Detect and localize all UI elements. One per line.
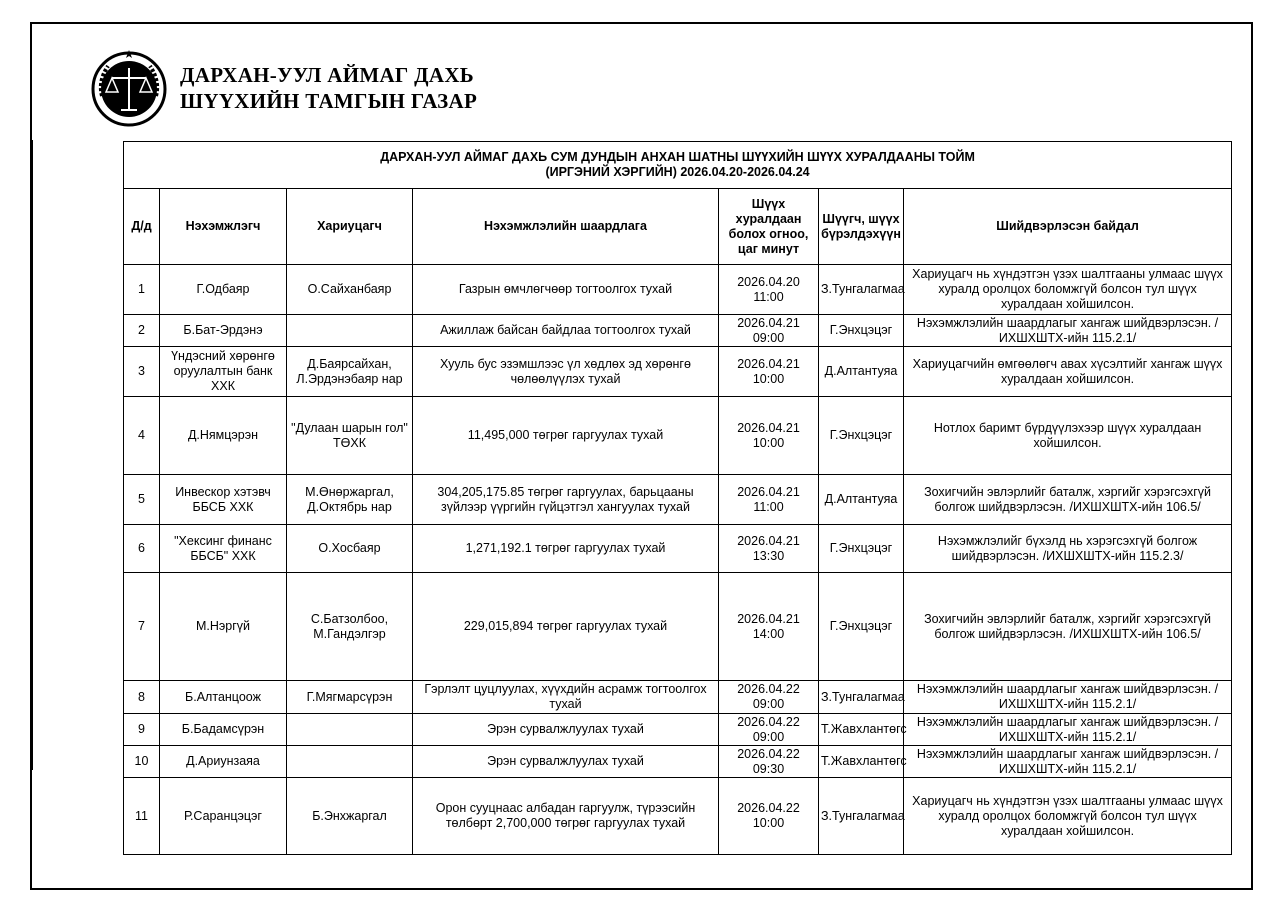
row-defendant: О.Сайханбаяр — [287, 265, 413, 315]
row-datetime — [719, 475, 819, 525]
row-decision: Зохигчийн эвлэрлийг баталж, хэргийг хэрэгсэхгүй болгож шийдвэрлэсэн. /ИХШХШТХ-ийн 106.5/ — [904, 573, 1232, 681]
col-header-defendant: Хариуцагч — [287, 189, 413, 265]
row-claim: Газрын өмчлөгчөөр тогтоолгох тухай — [413, 265, 719, 315]
row-date: 2026.04.21 — [737, 484, 800, 499]
row-time: 10:00 — [752, 435, 785, 450]
row-decision: Нэхэмжлэлийн шаардлагыг хангаж шийдвэрлэсэн. /ИХШХШТХ-ийн 115.2.1/ — [904, 681, 1232, 714]
row-time: 09:00 — [752, 697, 785, 711]
row-defendant: Г.Мягмарсүрэн — [287, 681, 413, 714]
row-plaintiff: М.Нэргүй — [160, 573, 287, 681]
table-title — [124, 142, 1232, 189]
row-claim: Эрэн сурвалжлуулах тухай — [413, 714, 719, 746]
row-time: 11:00 — [753, 499, 784, 514]
row-plaintiff: "Хексинг финанс ББСБ" ХХК — [160, 525, 287, 573]
row-date: 2026.04.21 — [737, 356, 800, 371]
table-row — [124, 265, 1232, 315]
table-row — [124, 778, 1232, 855]
row-defendant: О.Хосбаяр — [287, 525, 413, 573]
col-header-judge: Шүүгч, шүүх бүрэлдэхүүн — [819, 189, 904, 265]
row-judge: Г.Энхцэцэг — [819, 397, 904, 475]
row-datetime — [719, 746, 819, 778]
row-defendant — [287, 315, 413, 347]
row-claim: 304,205,175.85 төгрөг гаргуулах, барьцааны зүйлээр үүргийн гүйцэтгэл хангуулах тухай — [413, 475, 719, 525]
row-datetime — [719, 778, 819, 855]
col-header-decision: Шийдвэрлэсэн байдал — [904, 189, 1232, 265]
row-judge: З.Тунгалагмаа — [819, 681, 904, 714]
row-no: 8 — [124, 681, 160, 714]
row-no: 10 — [124, 746, 160, 778]
vertical-script-sidebar — [24, 140, 54, 770]
col-header-no: Д/д — [124, 189, 160, 265]
row-judge: Г.Энхцэцэг — [819, 573, 904, 681]
row-datetime — [719, 315, 819, 347]
row-judge: Т.Жавхлантөгс — [819, 746, 904, 778]
row-time: 09:30 — [752, 761, 785, 776]
row-date: 2026.04.22 — [737, 714, 800, 729]
row-judge: Д.Алтантуяа — [819, 475, 904, 525]
row-defendant: Б.Энхжаргал — [287, 778, 413, 855]
row-plaintiff: Үндэсний хөрөнгө оруулалтын банк ХХК — [160, 347, 287, 397]
row-time: 14:00 — [752, 626, 785, 641]
row-datetime — [719, 714, 819, 746]
row-claim: Гэрлэлт цуцлуулах, хүүхдийн асрамж тогтоолгох тухай — [413, 681, 719, 714]
row-decision: Нэхэмжлэлийн шаардлагыг хангаж шийдвэрлэсэн. /ИХШХШТХ-ийн 115.2.1/ — [904, 746, 1232, 778]
table-row — [124, 315, 1232, 347]
col-header-claim: Нэхэмжлэлийн шаардлага — [413, 189, 719, 265]
row-defendant — [287, 746, 413, 778]
organization-header — [180, 62, 477, 114]
row-claim: 1,271,192.1 төгрөг гаргуулах тухай — [413, 525, 719, 573]
row-decision: Зохигчийн эвлэрлийг баталж, хэргийг хэрэгсэхгүй болгож шийдвэрлэсэн. /ИХШХШТХ-ийн 106.5/ — [904, 475, 1232, 525]
row-datetime — [719, 681, 819, 714]
row-time: 09:00 — [752, 729, 785, 744]
row-plaintiff: Д.Ариунзаяа — [160, 746, 287, 778]
row-plaintiff: Б.Алтанцоож — [160, 681, 287, 714]
court-emblem-icon — [88, 46, 170, 128]
row-datetime — [719, 265, 819, 315]
row-decision: Нэхэмжлэлийг бүхэлд нь хэрэгсэхгүй болгож шийдвэрлэсэн. /ИХШХШТХ-ийн 115.2.3/ — [904, 525, 1232, 573]
row-datetime — [719, 525, 819, 573]
row-no: 5 — [124, 475, 160, 525]
row-defendant: С.Батзолбоо, М.Гандэлгэр — [287, 573, 413, 681]
col-header-plaintiff: Нэхэмжлэгч — [160, 189, 287, 265]
table-title-line-1: ДАРХАН-УУЛ АЙМАГ ДАХЬ СУМ ДУНДЫН АНХАН ШАТНЫ ШҮҮХИЙН ШҮҮХ ХУРАЛДААНЫ ТОЙМ — [380, 150, 975, 164]
row-no: 11 — [124, 778, 160, 855]
row-plaintiff: Д.Нямцэрэн — [160, 397, 287, 475]
row-defendant: "Дулаан шарын гол" ТӨХК — [287, 397, 413, 475]
row-decision: Хариуцагчийн өмгөөлөгч авах хүсэлтийг хангаж шүүх хуралдаан хойшилсон. — [904, 347, 1232, 397]
header-line-2: ШҮҮХИЙН ТАМГЫН ГАЗАР — [180, 89, 478, 113]
table-header-row — [124, 189, 1232, 265]
row-claim: Орон сууцнаас албадан гаргуулж, түрээсийн төлбөрт 2,700,000 төгрөг гаргуулах тухай — [413, 778, 719, 855]
row-decision: Хариуцагч нь хүндэтгэн үзэх шалтгааны улмаас шүүх хуралд оролцох боломжгүй болсон тул шүүх хуралдаан хойшилсон. — [904, 778, 1232, 855]
row-decision: Хариуцагч нь хүндэтгэн үзэх шалтгааны улмаас шүүх хуралд оролцох боломжгүй болсон тул шүүх хуралдаан хойшилсон. — [904, 265, 1232, 315]
row-claim: Ажиллаж байсан байдлаа тогтоолгох тухай — [413, 315, 719, 347]
row-claim: Эрэн сурвалжлуулах тухай — [413, 746, 719, 778]
row-datetime — [719, 397, 819, 475]
col-header-datetime: Шүүх хуралдаан болох огноо, цаг минут — [719, 189, 819, 265]
table-row — [124, 397, 1232, 475]
row-judge: Г.Энхцэцэг — [819, 525, 904, 573]
schedule-table — [123, 141, 1232, 855]
table-row — [124, 573, 1232, 681]
table-row — [124, 714, 1232, 746]
row-judge: З.Тунгалагмаа — [819, 265, 904, 315]
table-row — [124, 681, 1232, 714]
row-judge: З.Тунгалагмаа — [819, 778, 904, 855]
row-decision: Нэхэмжлэлийн шаардлагыг хангаж шийдвэрлэсэн. /ИХШХШТХ-ийн 115.2.1/ — [904, 714, 1232, 746]
row-claim: 11,495,000 төгрөг гаргуулах тухай — [413, 397, 719, 475]
row-plaintiff: Инвескор хэтэвч ББСБ ХХК — [160, 475, 287, 525]
row-time: 13:30 — [752, 548, 785, 563]
row-date: 2026.04.21 — [737, 315, 800, 330]
row-no: 4 — [124, 397, 160, 475]
row-plaintiff: Б.Бат-Эрдэнэ — [160, 315, 287, 347]
row-claim: 229,015,894 төгрөг гаргуулах тухай — [413, 573, 719, 681]
row-time: 09:00 — [752, 330, 785, 345]
row-defendant — [287, 714, 413, 746]
row-judge: Д.Алтантуяа — [819, 347, 904, 397]
row-time: 10:00 — [752, 816, 785, 830]
table-row — [124, 475, 1232, 525]
row-date: 2026.04.20 — [737, 274, 800, 289]
table-row — [124, 347, 1232, 397]
row-defendant: М.Өнөржаргал, Д.Октябрь нар — [287, 475, 413, 525]
row-no: 1 — [124, 265, 160, 315]
row-plaintiff: Г.Одбаяр — [160, 265, 287, 315]
table-title-line-2: (ИРГЭНИЙ ХЭРГИЙН) 2026.04.20-2026.04.24 — [545, 165, 810, 179]
row-plaintiff: Р.Саранцэцэг — [160, 778, 287, 855]
row-decision: Нэхэмжлэлийн шаардлагыг хангаж шийдвэрлэсэн. /ИХШХШТХ-ийн 115.2.1/ — [904, 315, 1232, 347]
row-date: 2026.04.21 — [737, 611, 800, 626]
row-no: 7 — [124, 573, 160, 681]
table-row — [124, 746, 1232, 778]
row-time: 11:00 — [753, 289, 784, 304]
row-plaintiff: Б.Бадамсүрэн — [160, 714, 287, 746]
row-no: 6 — [124, 525, 160, 573]
row-decision: Нотлох баримт бүрдүүлэхээр шүүх хуралдаан хойшилсон. — [904, 397, 1232, 475]
row-date: 2026.04.22 — [737, 746, 800, 761]
table-row — [124, 525, 1232, 573]
row-no: 3 — [124, 347, 160, 397]
row-claim: Хууль бус эзэмшлээс үл хөдлөх эд хөрөнгө чөлөөлүүлэх тухай — [413, 347, 719, 397]
row-no: 9 — [124, 714, 160, 746]
row-no: 2 — [124, 315, 160, 347]
row-time: 10:00 — [752, 371, 785, 386]
row-date: 2026.04.21 — [737, 533, 800, 548]
row-date: 2026.04.22 — [737, 801, 800, 815]
row-date: 2026.04.22 — [737, 682, 800, 696]
row-datetime — [719, 573, 819, 681]
row-date: 2026.04.21 — [737, 420, 800, 435]
row-datetime — [719, 347, 819, 397]
row-defendant: Д.Баярсайхан, Л.Эрдэнэбаяр нар — [287, 347, 413, 397]
header-line-1: ДАРХАН-УУЛ АЙМАГ ДАХЬ — [180, 63, 474, 87]
row-judge: Т.Жавхлантөгс — [819, 714, 904, 746]
row-judge: Г.Энхцэцэг — [819, 315, 904, 347]
